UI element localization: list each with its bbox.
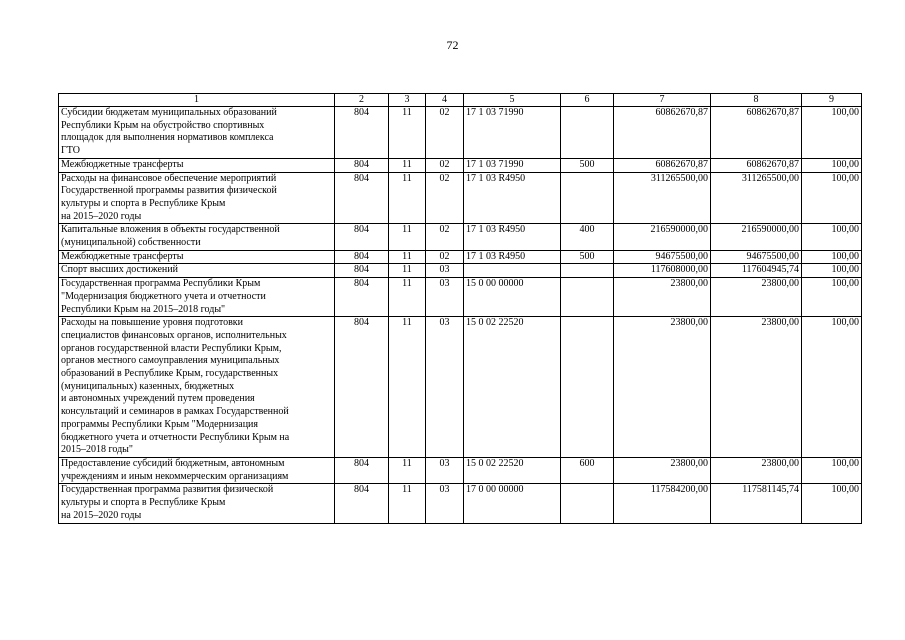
expense-name-line: учреждениям и иным некоммерческим организациям	[61, 470, 289, 482]
target-article-cell: 17 1 03 R4950	[464, 172, 561, 224]
expense-name-cell	[59, 158, 335, 172]
execution-percent-cell: 100,00	[802, 172, 862, 224]
target-article-cell	[464, 264, 561, 278]
execution-percent-cell: 100,00	[802, 457, 862, 483]
subsection-code-cell: 02	[426, 172, 464, 224]
section-code-cell: 11	[389, 224, 426, 250]
header-cell: 6	[561, 94, 614, 107]
executed-amount-cell: 23800,00	[711, 278, 802, 317]
header-cell: 8	[711, 94, 802, 107]
table-row	[59, 107, 862, 159]
expense-name-cell	[59, 250, 335, 264]
expense-type-cell: 500	[561, 158, 614, 172]
target-article-cell: 15 0 02 22520	[464, 457, 561, 483]
section-code-cell: 11	[389, 278, 426, 317]
expense-name-line: Предоставление субсидий бюджетным, автономным	[61, 457, 285, 469]
expense-name-line: "Модернизация бюджетного учета и отчетности	[61, 290, 266, 302]
approved-amount-cell: 216590000,00	[614, 224, 711, 250]
expense-name-cell	[59, 484, 335, 523]
expense-name-line: Межбюджетные трансферты	[61, 250, 184, 262]
executed-amount-cell: 117604945,74	[711, 264, 802, 278]
target-article-cell: 17 1 03 R4950	[464, 224, 561, 250]
department-code-cell: 804	[335, 264, 389, 278]
expense-name-line: на 2015–2020 годы	[61, 509, 142, 521]
expense-name-line: Расходы на повышение уровня подготовки	[61, 317, 244, 329]
execution-percent-cell: 100,00	[802, 224, 862, 250]
expense-name-cell	[59, 264, 335, 278]
execution-percent-cell: 100,00	[802, 250, 862, 264]
executed-amount-cell: 311265500,00	[711, 172, 802, 224]
department-code-cell: 804	[335, 250, 389, 264]
section-code-cell: 11	[389, 484, 426, 523]
expense-name-line: Субсидии бюджетам муниципальных образований	[61, 107, 277, 118]
header-cell: 9	[802, 94, 862, 107]
section-code-cell: 11	[389, 317, 426, 458]
expense-name-line: Расходы на финансовое обеспечение мероприятий	[61, 172, 277, 184]
execution-percent-cell: 100,00	[802, 158, 862, 172]
header-cell: 1	[59, 94, 335, 107]
department-code-cell: 804	[335, 484, 389, 523]
target-article-cell: 15 0 00 00000	[464, 278, 561, 317]
expense-name-line: Государственная программа развития физической	[61, 484, 274, 496]
header-cell: 5	[464, 94, 561, 107]
approved-amount-cell: 23800,00	[614, 457, 711, 483]
table-body	[59, 94, 862, 524]
subsection-code-cell: 03	[426, 484, 464, 523]
section-code-cell: 11	[389, 172, 426, 224]
executed-amount-cell: 117581145,74	[711, 484, 802, 523]
expense-type-cell	[561, 317, 614, 458]
expense-name-cell	[59, 317, 335, 458]
header-cell: 2	[335, 94, 389, 107]
section-code-cell: 11	[389, 264, 426, 278]
expense-name-line: Межбюджетные трансферты	[61, 158, 184, 170]
execution-percent-cell: 100,00	[802, 484, 862, 523]
department-code-cell: 804	[335, 278, 389, 317]
execution-percent-cell: 100,00	[802, 278, 862, 317]
expense-name-line: на 2015–2020 годы	[61, 210, 142, 222]
department-code-cell: 804	[335, 107, 389, 159]
expense-name-cell	[59, 172, 335, 224]
table-row	[59, 457, 862, 483]
subsection-code-cell: 02	[426, 158, 464, 172]
section-code-cell: 11	[389, 457, 426, 483]
expense-type-cell: 400	[561, 224, 614, 250]
expense-name-line: программы Республики Крым "Модернизация	[61, 418, 259, 430]
header-cell: 7	[614, 94, 711, 107]
expense-type-cell	[561, 107, 614, 159]
header-cell: 4	[426, 94, 464, 107]
subsection-code-cell: 03	[426, 457, 464, 483]
expense-name-line: (муниципальной) собственности	[61, 237, 201, 249]
department-code-cell: 804	[335, 457, 389, 483]
executed-amount-cell: 23800,00	[711, 457, 802, 483]
approved-amount-cell: 117584200,00	[614, 484, 711, 523]
execution-percent-cell: 100,00	[802, 317, 862, 458]
target-article-cell: 17 0 00 00000	[464, 484, 561, 523]
executed-amount-cell: 60862670,87	[711, 158, 802, 172]
approved-amount-cell: 117608000,00	[614, 264, 711, 278]
table-row	[59, 172, 862, 224]
target-article-cell: 15 0 02 22520	[464, 317, 561, 458]
table-row	[59, 317, 862, 458]
executed-amount-cell: 216590000,00	[711, 224, 802, 250]
target-article-cell: 17 1 03 R4950	[464, 250, 561, 264]
subsection-code-cell: 03	[426, 264, 464, 278]
department-code-cell: 804	[335, 158, 389, 172]
executed-amount-cell: 60862670,87	[711, 107, 802, 159]
expense-name-line: Спорт высших достижений	[61, 264, 178, 276]
table-row	[59, 278, 862, 317]
department-code-cell: 804	[335, 224, 389, 250]
expense-name-cell	[59, 107, 335, 159]
expense-name-line: культуры и спорта в Республике Крым	[61, 497, 226, 509]
expense-name-cell	[59, 278, 335, 317]
section-code-cell: 11	[389, 158, 426, 172]
approved-amount-cell: 60862670,87	[614, 158, 711, 172]
expense-name-line: площадок для выполнения нормативов комплекса	[61, 132, 274, 144]
table-row	[59, 484, 862, 523]
expense-name-line: и автономных учреждений путем проведения	[61, 393, 255, 405]
table-row	[59, 158, 862, 172]
approved-amount-cell: 23800,00	[614, 278, 711, 317]
target-article-cell: 17 1 03 71990	[464, 158, 561, 172]
expense-name-line: Государственная программа Республики Крым	[61, 278, 261, 290]
expense-name-line: органов местного самоуправления муниципальных	[61, 355, 280, 367]
expense-name-line: ГТО	[61, 145, 80, 157]
expense-name-line: органов государственной власти Республики Крым,	[61, 342, 282, 354]
expense-name-cell	[59, 224, 335, 250]
expense-name-cell	[59, 457, 335, 483]
table-row	[59, 264, 862, 278]
section-code-cell: 11	[389, 250, 426, 264]
expense-type-cell	[561, 172, 614, 224]
department-code-cell: 804	[335, 317, 389, 458]
subsection-code-cell: 02	[426, 224, 464, 250]
expense-name-line: Государственной программы развития физической	[61, 185, 277, 197]
expense-name-line: Капитальные вложения в объекты государственной	[61, 224, 280, 236]
execution-percent-cell: 100,00	[802, 107, 862, 159]
subsection-code-cell: 03	[426, 317, 464, 458]
expense-type-cell	[561, 278, 614, 317]
executed-amount-cell: 23800,00	[711, 317, 802, 458]
expense-name-line: бюджетного учета и отчетности Республики Крым на	[61, 431, 290, 443]
approved-amount-cell: 23800,00	[614, 317, 711, 458]
subsection-code-cell: 02	[426, 250, 464, 264]
expense-name-line: Республики Крым на обустройство спортивных	[61, 119, 265, 131]
department-code-cell: 804	[335, 172, 389, 224]
table-row	[59, 224, 862, 250]
expense-name-line: 2015–2018 годы"	[61, 444, 133, 456]
subsection-code-cell: 02	[426, 107, 464, 159]
subsection-code-cell: 03	[426, 278, 464, 317]
approved-amount-cell: 311265500,00	[614, 172, 711, 224]
approved-amount-cell: 94675500,00	[614, 250, 711, 264]
expense-name-line: Республики Крым на 2015–2018 годы"	[61, 303, 226, 315]
expense-type-cell: 600	[561, 457, 614, 483]
execution-percent-cell: 100,00	[802, 264, 862, 278]
expense-name-line: специалистов финансовых органов, исполнительных	[61, 329, 287, 341]
expense-name-line: консультаций и семинаров в рамках Государственной	[61, 406, 289, 418]
table-header-row	[59, 94, 862, 107]
section-code-cell: 11	[389, 107, 426, 159]
expense-name-line: образований в Республике Крым, государственных	[61, 368, 279, 380]
expense-type-cell: 500	[561, 250, 614, 264]
budget-table	[58, 93, 862, 524]
target-article-cell: 17 1 03 71990	[464, 107, 561, 159]
header-cell: 3	[389, 94, 426, 107]
expense-name-line: культуры и спорта в Республике Крым	[61, 197, 226, 209]
page-number: 72	[446, 38, 459, 52]
expense-name-line: (муниципальных) казенных, бюджетных	[61, 380, 235, 392]
expense-type-cell	[561, 264, 614, 278]
approved-amount-cell: 60862670,87	[614, 107, 711, 159]
expense-type-cell	[561, 484, 614, 523]
executed-amount-cell: 94675500,00	[711, 250, 802, 264]
table-row	[59, 250, 862, 264]
